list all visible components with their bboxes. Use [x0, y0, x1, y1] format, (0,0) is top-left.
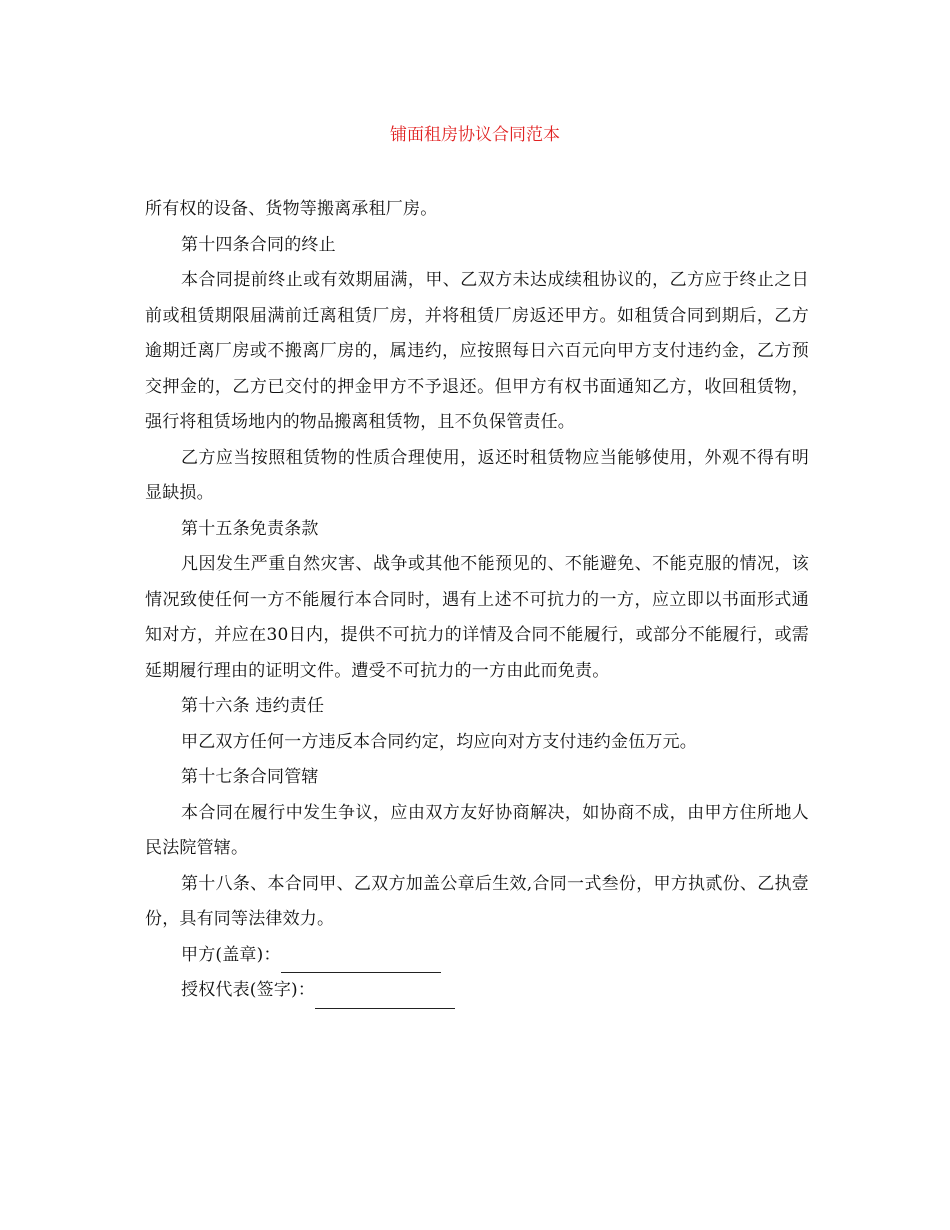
- article-16-paragraph: 甲乙双方任何一方违反本合同约定，均应向对方支付违约金伍万元。: [181, 731, 697, 752]
- article-17-paragraph: 本合同在履行中发生争议，应由双方友好协商解决，如协商不成，由甲方住所地人民法院管辖。: [145, 802, 809, 858]
- document-title: 铺面租房协议合同范本: [390, 125, 560, 145]
- document-body: [145, 192, 809, 1009]
- article-15-heading: 第十五条免责条款: [181, 518, 319, 539]
- representative-signature-row: [145, 973, 809, 1009]
- paragraph-continuation: 所有权的设备、货物等搬离承租厂房。: [145, 199, 438, 219]
- representative-signature-line: [315, 988, 455, 1009]
- representative-label: 授权代表(签字)：: [181, 980, 316, 1000]
- article-15-paragraph: 凡因发生严重自然灾害、战争或其他不能预见的、不能避免、不能克服的情况，该情况致使任何一方不能履行本合同时，遇有上述不可抗力的一方，应立即以书面形式通知对方，并应在30日内，提供不可抗力的详情及合同不能履行，或部分不能履行，或需延期履行理由的证明文件。遭受不可抗力的一方由此而免责。: [145, 554, 809, 681]
- party-a-label: 甲方(盖章)：: [181, 944, 281, 965]
- article-17-heading: 第十七条合同管辖: [181, 767, 319, 787]
- party-a-signature-row: [145, 938, 809, 974]
- article-14-paragraph-1: 本合同提前终止或有效期届满，甲、乙双方未达成续租协议的，乙方应于终止之日前或租赁期限届满前迁离租赁厂房，并将租赁厂房返还甲方。如租赁合同到期后，乙方逾期迁离厂房或不搬离厂房的，属违约，应按照每日六百元向甲方支付违约金，乙方预交押金的，乙方已交付的押金甲方不予退还。但甲方有权书面通知乙方，收回租赁物，强行将租赁场地内的物品搬离租赁物，且不负保管责任。: [145, 270, 809, 432]
- article-14-paragraph-2: 乙方应当按照租赁物的性质合理使用，返还时租赁物应当能够使用，外观不得有明显缺损。: [145, 447, 809, 503]
- party-a-signature-line: [281, 952, 441, 973]
- article-18-paragraph: 第十八条、本合同甲、乙双方加盖公章后生效,合同一式叁份，甲方执贰份、乙执壹份，具有同等法律效力。: [145, 873, 809, 929]
- article-16-heading: 第十六条 违约责任: [181, 696, 325, 716]
- article-14-heading: 第十四条合同的终止: [181, 234, 336, 255]
